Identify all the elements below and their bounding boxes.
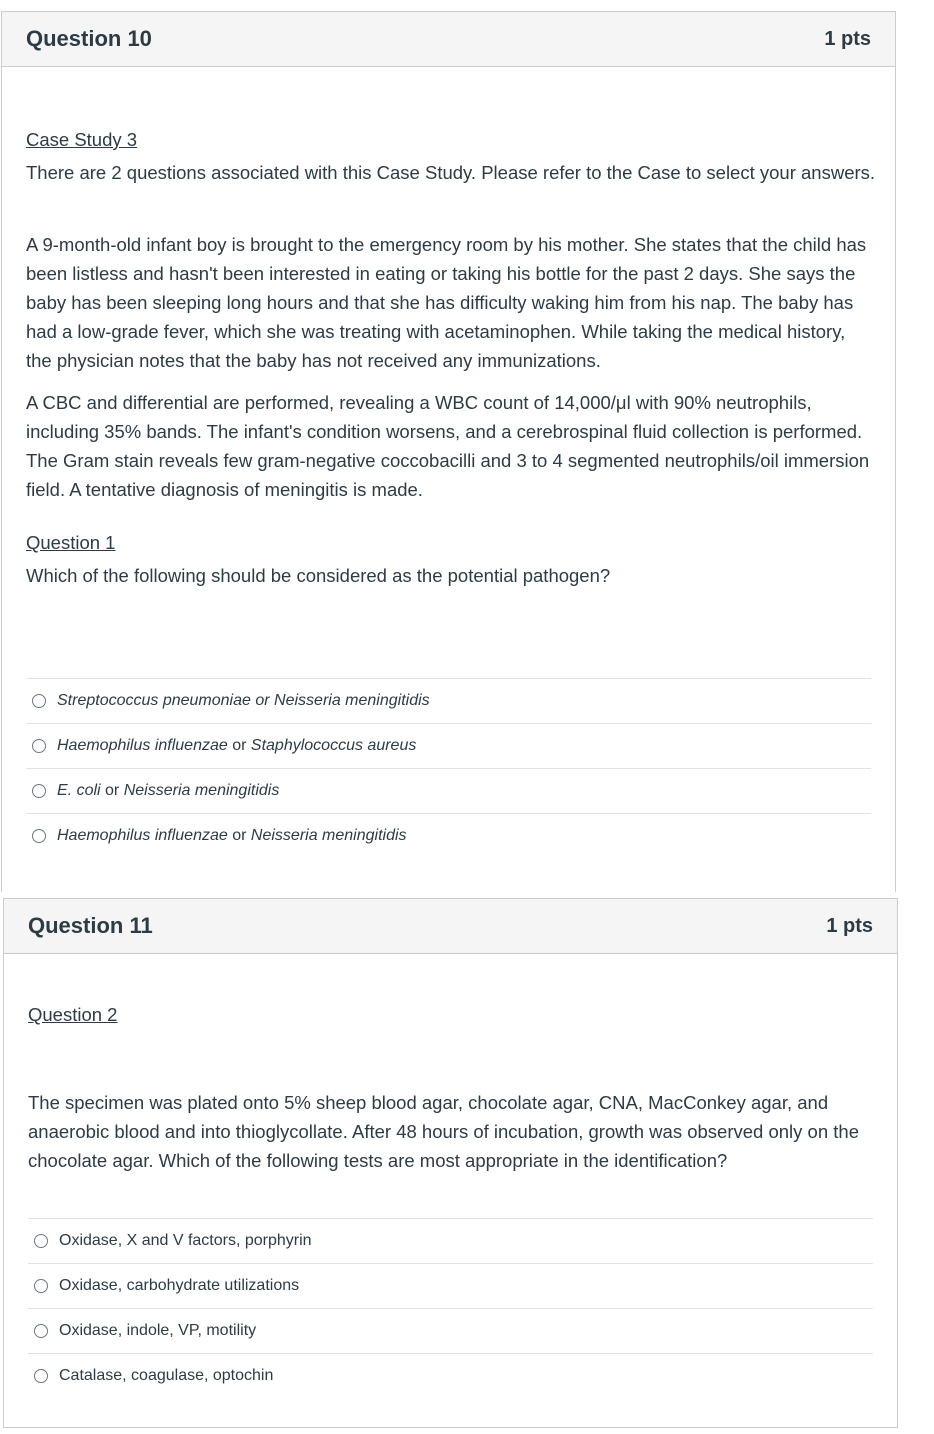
case-paragraph-1: A 9-month-old infant boy is brought to the emergency room by his mother. She states that the child has been listless and hasn't been interested in eating or taking his bottle for the past 2 days. She says the baby has been sleeping long hours and that she has difficulty waking him from his nap. The baby has had a low-grade fever, which she was treating with acetaminophen. While taking the medical history, the physician notes that the baby has not received any immunizations. [26, 234, 867, 371]
case-intro: There are 2 questions associated with this Case Study. Please refer to the Case to select your answers. [26, 162, 876, 183]
sub-question-heading: Question 1 [26, 532, 116, 553]
answer-option[interactable] [26, 723, 871, 768]
question-11-card [3, 898, 898, 1428]
radio-button[interactable] [34, 1234, 48, 1248]
answer-label: Oxidase, carbohydrate utilizations [59, 1277, 300, 1294]
answer-option[interactable] [28, 1263, 873, 1308]
answer-label: Oxidase, X and V factors, porphyrin [59, 1232, 312, 1249]
radio-button[interactable] [32, 739, 46, 753]
answer-option[interactable] [26, 678, 871, 723]
answer-option[interactable] [28, 1353, 873, 1398]
question-header [4, 899, 897, 954]
answer-label: Haemophilus influenzae or Neisseria meningitidis [57, 827, 407, 844]
question-title: Question 11 [28, 913, 153, 938]
radio-button[interactable] [32, 694, 46, 708]
radio-button[interactable] [34, 1324, 48, 1338]
question-prompt: The specimen was plated onto 5% sheep blood agar, chocolate agar, CNA, MacConkey agar, and anaerobic blood and into thioglycollate. After 48 hours of incubation, growth was observed only on the chocolate agar. Which of the following tests are most appropriate in the identification? [28, 1092, 859, 1171]
answer-option[interactable] [26, 768, 871, 813]
answer-label: Haemophilus influenzae or Staphylococcus aureus [57, 737, 417, 754]
question-points: 1 pts [824, 27, 871, 50]
radio-button[interactable] [32, 784, 46, 798]
answer-label: Streptococcus pneumoniae or Neisseria meningitidis [57, 692, 430, 709]
answer-option[interactable] [28, 1218, 873, 1263]
question-header [2, 12, 895, 67]
answer-option[interactable] [28, 1308, 873, 1353]
sub-question-heading: Question 2 [28, 1004, 118, 1025]
answer-list [26, 678, 871, 858]
answer-label: E. coli or Neisseria meningitidis [57, 782, 280, 799]
answer-list [28, 1218, 873, 1398]
case-study-heading: Case Study 3 [26, 129, 138, 150]
question-points: 1 pts [826, 914, 873, 937]
radio-button[interactable] [34, 1279, 48, 1293]
answer-label: Oxidase, indole, VP, motility [59, 1322, 257, 1339]
case-paragraph-2: A CBC and differential are performed, revealing a WBC count of 14,000/μl with 90% neutrophils, including 35% bands. The infant's condition worsens, and a cerebrospinal fluid collection is performed. The Gram stain reveals few gram-negative coccobacilli and 3 to 4 segmented neutrophils/oil immersion field. A tentative diagnosis of meningitis is made. [26, 392, 870, 500]
question-prompt: Which of the following should be considered as the potential pathogen? [26, 565, 611, 586]
question-10-card [1, 11, 896, 892]
answer-option[interactable] [26, 813, 871, 858]
answer-label: Catalase, coagulase, optochin [59, 1367, 274, 1384]
radio-button[interactable] [34, 1369, 48, 1383]
question-title: Question 10 [26, 26, 152, 51]
radio-button[interactable] [32, 829, 46, 843]
